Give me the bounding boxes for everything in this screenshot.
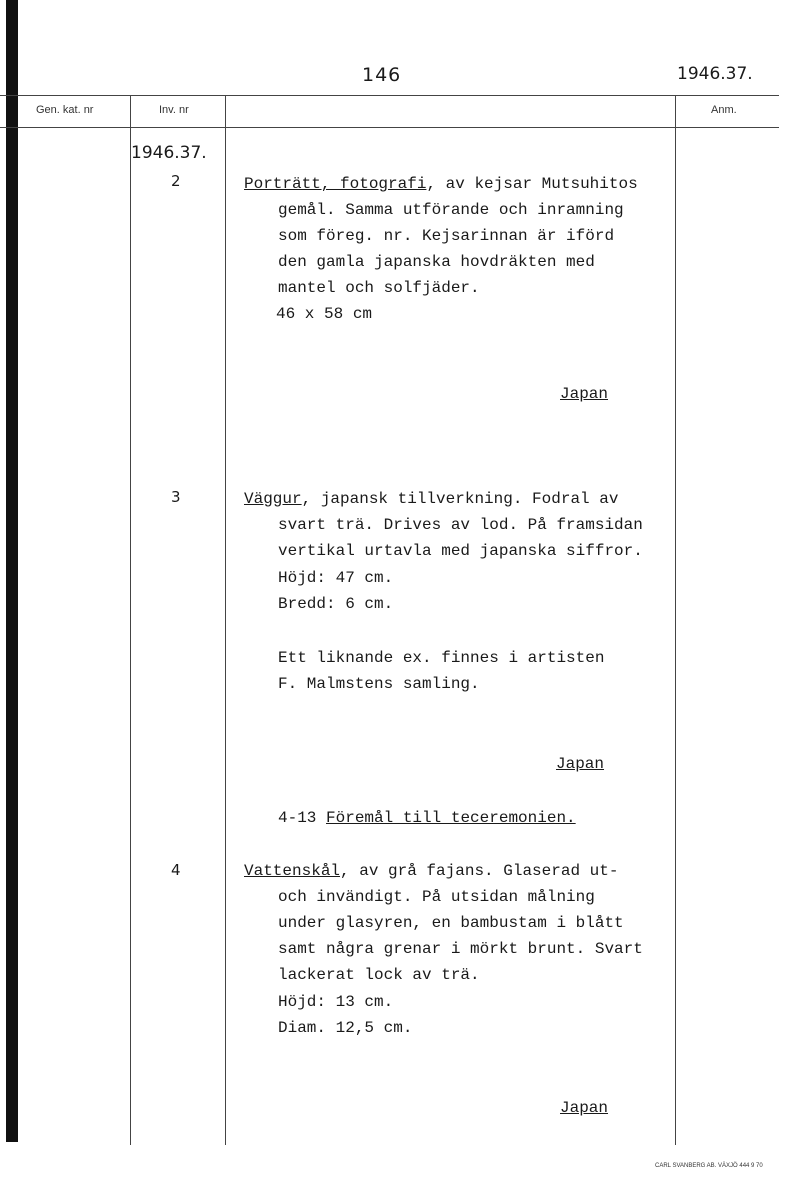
entry-line: samt några grenar i mörkt brunt. Svart bbox=[278, 940, 643, 958]
printer-mark: CARL SVANBERG AB. VÄXJÖ 444 9 70 bbox=[655, 1163, 763, 1169]
entry-origin: Japan bbox=[556, 755, 605, 773]
catalogue-reference: 1946.37. bbox=[677, 64, 753, 84]
entry-line: Bredd: 6 cm. bbox=[278, 595, 394, 613]
column-header-gen-kat-nr: Gen. kat. nr bbox=[36, 104, 94, 116]
entry-line: Diam. 12,5 cm. bbox=[278, 1019, 413, 1037]
entry-line: mantel och solfjäder. bbox=[278, 279, 480, 297]
column-header-anm: Anm. bbox=[711, 104, 737, 116]
entry-inv-nr: 2 bbox=[171, 172, 181, 190]
entry-title-rest: , av grå fajans. Glaserad ut- bbox=[340, 862, 619, 880]
entry-line: som föreg. nr. Kejsarinnan är iförd bbox=[278, 227, 615, 245]
column-header-inv-nr: Inv. nr bbox=[159, 104, 189, 116]
column-divider-inv-desc bbox=[225, 95, 226, 1145]
entry-origin: Japan bbox=[560, 1099, 609, 1117]
header-bottom-rule bbox=[0, 127, 779, 128]
column-divider-gen-inv bbox=[130, 95, 131, 1145]
left-margin-bar bbox=[6, 0, 18, 1142]
page-number: 146 bbox=[362, 64, 402, 86]
entry-dimensions: 46 x 58 cm bbox=[276, 305, 373, 323]
entry-title: Porträtt, fotografi bbox=[244, 175, 427, 193]
entry-line: Höjd: 47 cm. bbox=[278, 569, 394, 587]
entry-inv-nr: 4 bbox=[171, 861, 181, 879]
entry-line: under glasyren, en bambustam i blått bbox=[278, 914, 624, 932]
group-range: 4-13 bbox=[278, 809, 317, 827]
group-heading bbox=[278, 805, 576, 831]
entry-line: och invändigt. På utsidan målning bbox=[278, 888, 595, 906]
entry-line: F. Malmstens samling. bbox=[278, 675, 480, 693]
header-top-rule bbox=[0, 95, 779, 96]
entry-line: lackerat lock av trä. bbox=[278, 966, 480, 984]
entry-title-line bbox=[244, 171, 638, 197]
entry-line: svart trä. Drives av lod. På framsidan bbox=[278, 516, 643, 534]
entry-line: den gamla japanska hovdräkten med bbox=[278, 253, 595, 271]
entry-line: vertikal urtavla med japanska siffror. bbox=[278, 542, 643, 560]
entry-line: Höjd: 13 cm. bbox=[278, 993, 394, 1011]
entry-title-rest: , japansk tillverkning. Fodral av bbox=[301, 490, 619, 508]
entry-origin: Japan bbox=[560, 385, 609, 403]
entry-title-line bbox=[244, 486, 618, 512]
group-title: Föremål till teceremonien. bbox=[326, 809, 576, 827]
entry-line: Ett liknande ex. finnes i artisten bbox=[278, 649, 605, 667]
entry-title-line bbox=[244, 858, 618, 884]
accession-year: 1946.37. bbox=[131, 143, 207, 163]
entry-title-rest: , av kejsar Mutsuhitos bbox=[426, 175, 638, 193]
column-divider-desc-anm bbox=[675, 95, 676, 1145]
entry-title: Vattenskål bbox=[244, 862, 341, 880]
entry-line: gemål. Samma utförande och inramning bbox=[278, 201, 624, 219]
entry-inv-nr: 3 bbox=[171, 488, 181, 506]
entry-title: Väggur bbox=[244, 490, 302, 508]
